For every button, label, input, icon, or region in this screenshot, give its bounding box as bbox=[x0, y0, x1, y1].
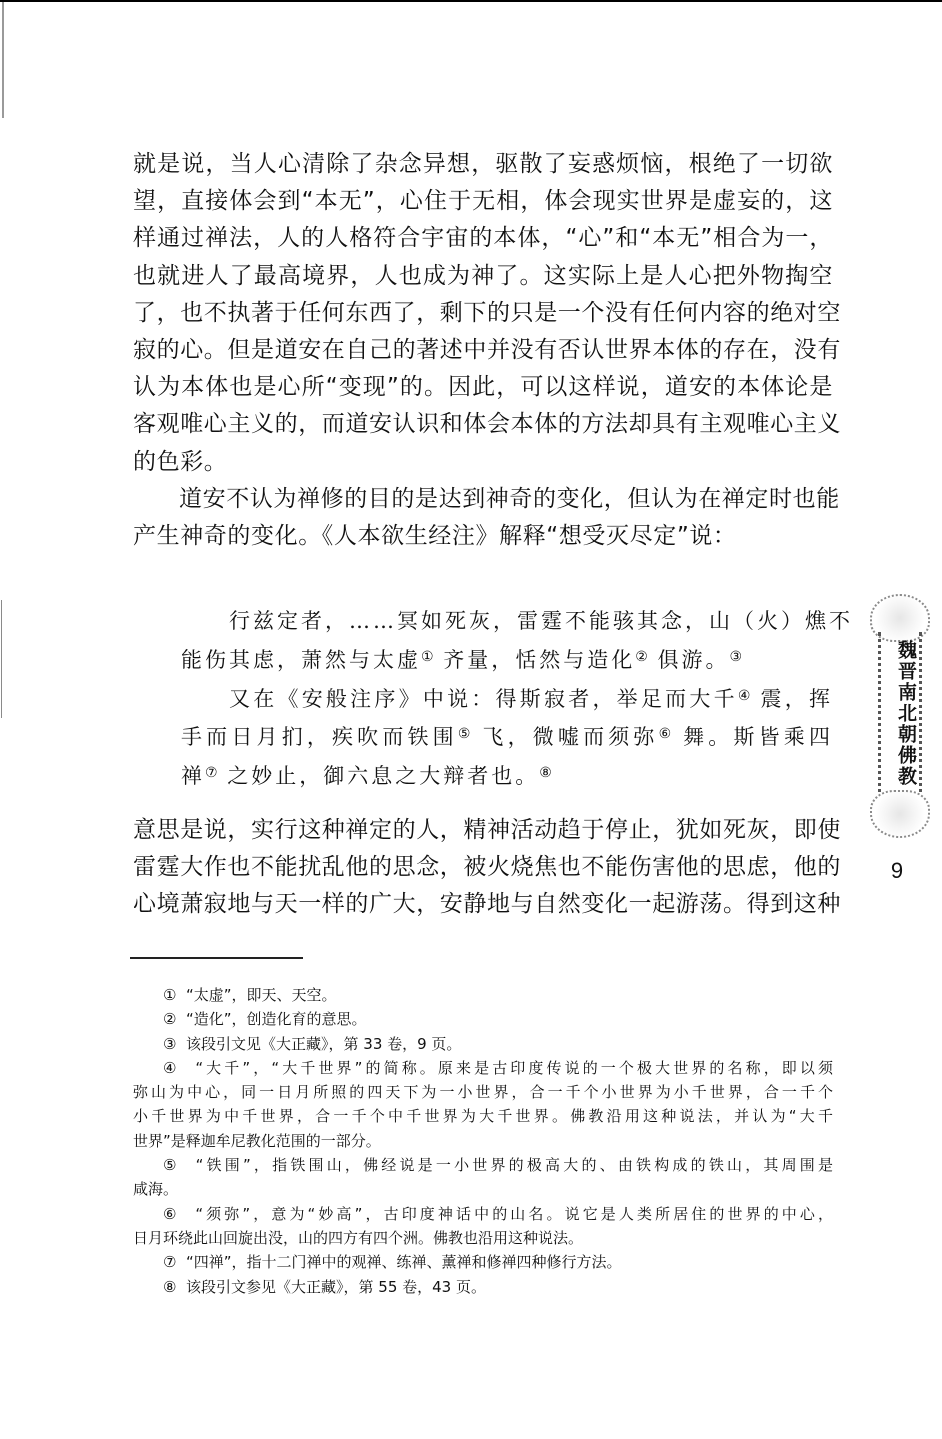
footnote-1 bbox=[133, 983, 833, 1007]
body-line: 也就进人了最高境界，人也成为神了。这实际上是人心把外物掏空 bbox=[133, 262, 833, 289]
quote-text: 手而日月扪，疾吹而铁围 bbox=[181, 725, 458, 750]
footnote-mark: ⑥ bbox=[163, 1204, 180, 1223]
page-left-edge-lower bbox=[1, 600, 2, 718]
side-title: 魏晋南北朝佛教 bbox=[895, 640, 917, 787]
quote-text: 禅 bbox=[181, 764, 205, 789]
footnote-mark: ③ bbox=[163, 1034, 177, 1053]
footnote-ref[interactable]: ⑥ bbox=[658, 726, 673, 743]
footnote-4-cont: 弥山为中心，同一日月所照的四天下为一小世界，合一千个小世界为小千世界，合一千个 bbox=[133, 1083, 833, 1102]
footnote-text: “四禅”，指十二门禅中的观禅、练禅、薰禅和修禅四种修行方法。 bbox=[186, 1253, 622, 1272]
quote-line bbox=[133, 680, 833, 719]
quote-text: 行兹定者，……冥如死灰，雷霆不能骇其念，山（火）燋不 bbox=[229, 609, 853, 633]
footnote-text: “须弥”，意为“妙高”，古印度神话中的山名。说它是人类所居住的世界的中心， bbox=[195, 1204, 834, 1223]
footnote-separator bbox=[130, 957, 303, 959]
block-quote bbox=[133, 602, 853, 796]
footnote-ref[interactable]: ④ bbox=[737, 687, 751, 704]
footnote-text: 该段引文见《大正藏》，第 33 卷，9 页。 bbox=[186, 1034, 462, 1053]
page-top-border bbox=[0, 0, 942, 2]
quote-line bbox=[133, 718, 833, 757]
footnote-ref[interactable]: ③ bbox=[729, 648, 743, 665]
body-line: 雷霆大作也不能扰乱他的思念，被火烧焦也不能伤害他的思虑，他的 bbox=[133, 854, 841, 881]
body-line: 就是说，当人心清除了杂念异想，驱散了妄惑烦恼，根绝了一切欲 bbox=[133, 151, 833, 177]
footnote-mark: ⑦ bbox=[163, 1253, 177, 1272]
body-line: 道安不认为禅修的目的是达到神奇的变化，但认为在禅定时也能 bbox=[179, 485, 840, 512]
quote-line bbox=[133, 757, 833, 796]
side-title-badge bbox=[868, 594, 928, 834]
quote-text: 飞，微嘘而须弥 bbox=[471, 725, 659, 750]
footnotes bbox=[133, 983, 833, 1299]
footnote-mark: ① bbox=[163, 986, 177, 1004]
quote-text: 又在《安般注序》中说：得斯寂者，举足而大千 bbox=[229, 686, 738, 711]
quote-line bbox=[133, 602, 853, 641]
footnote-2 bbox=[133, 1007, 833, 1031]
footnote-4 bbox=[133, 1056, 833, 1080]
footnote-3 bbox=[133, 1032, 833, 1056]
footnote-mark: ② bbox=[163, 1010, 177, 1029]
quote-line bbox=[133, 641, 833, 680]
footnote-mark: ④ bbox=[163, 1058, 180, 1077]
body-line: 客观唯心主义的，而道安认识和体会本体的方法却具有主观唯心主义 bbox=[133, 411, 841, 438]
footnote-mark: ⑤ bbox=[163, 1156, 180, 1175]
footnote-text: “铁围”，指铁围山，佛经说是一小世界的极高大的、由铁构成的铁山，其周围是 bbox=[195, 1156, 834, 1175]
page-number: 9 bbox=[890, 858, 904, 883]
footnote-text: “造化”，创造化育的意思。 bbox=[186, 1010, 367, 1029]
quote-text: 之妙止，御六息之大辩者也。 bbox=[217, 764, 540, 789]
footnote-ref[interactable]: ⑤ bbox=[457, 726, 472, 743]
footnote-4-cont: 小千世界为中千世界，合一千个中千世界为大千世界。佛教沿用这种说法，并认为“大千 bbox=[133, 1107, 833, 1126]
footnote-4-cont: 世界”是释迦牟尼教化范围的一部分。 bbox=[133, 1131, 381, 1150]
footnote-text: 该段引文参见《大正藏》，第 55 卷，43 页。 bbox=[186, 1277, 486, 1296]
footnote-ref[interactable]: ② bbox=[635, 648, 648, 665]
footnote-5-cont: 咸海。 bbox=[133, 1180, 179, 1199]
footnote-text: “大千”，“大千世界”的简称。原来是古印度传说的一个极大世界的名称，即以须 bbox=[195, 1058, 834, 1077]
footnote-ref[interactable]: ⑦ bbox=[205, 765, 218, 782]
body-line: 了，也不执著于任何东西了，剩下的只是一个没有任何内容的绝对空 bbox=[133, 299, 841, 326]
body-text-bottom bbox=[133, 812, 841, 924]
quote-text: 能伤其虑，萧然与太虚 bbox=[181, 647, 421, 672]
body-line: 认为本体也是心所“变现”的。因此，可以这样说，道安的本体论是 bbox=[133, 374, 833, 401]
quote-text: 舞。斯皆乘四 bbox=[672, 725, 833, 750]
body-line: 寂的心。但是道安在自己的著述中并没有否认世界本体的存在，没有 bbox=[133, 336, 841, 363]
quote-text: 俱游。 bbox=[647, 647, 730, 672]
footnote-mark: ⑧ bbox=[163, 1277, 177, 1296]
footnote-7 bbox=[133, 1250, 833, 1274]
footnote-6-cont: 日月环绕此山回旋出没，山的四方有四个洲。佛教也沿用这种说法。 bbox=[133, 1228, 584, 1247]
footnote-text: “太虚”，即天、天空。 bbox=[186, 986, 337, 1004]
body-line: 的色彩。 bbox=[133, 448, 228, 475]
body-line: 意思是说，实行这种禅定的人，精神活动趋于停止，犹如死灰，即使 bbox=[133, 817, 841, 843]
quote-text: 震，挥 bbox=[750, 686, 833, 711]
footnote-6 bbox=[133, 1202, 833, 1226]
page-left-edge bbox=[2, 2, 4, 118]
body-text-top bbox=[133, 146, 841, 555]
body-line: 产生神奇的变化。《人本欲生经注》解释“想受灭尽定”说： bbox=[133, 522, 737, 549]
ornament-bottom-icon bbox=[870, 790, 930, 838]
footnote-5 bbox=[133, 1153, 833, 1177]
body-line: 望，直接体会到“本无”，心住于无相，体会现实世界是虚妄的，这 bbox=[133, 188, 833, 215]
body-line: 心境萧寂地与天一样的广大，安静地与自然变化一起游荡。得到这种 bbox=[133, 891, 841, 918]
footnote-ref[interactable]: ① bbox=[421, 648, 434, 665]
quote-text: 齐量，恬然与造化 bbox=[433, 647, 636, 672]
footnote-8 bbox=[133, 1275, 833, 1299]
footnote-ref[interactable]: ⑧ bbox=[539, 765, 552, 782]
body-line: 样通过禅法，人的人格符合宇宙的本体，“心”和“本无”相合为一， bbox=[133, 225, 833, 252]
